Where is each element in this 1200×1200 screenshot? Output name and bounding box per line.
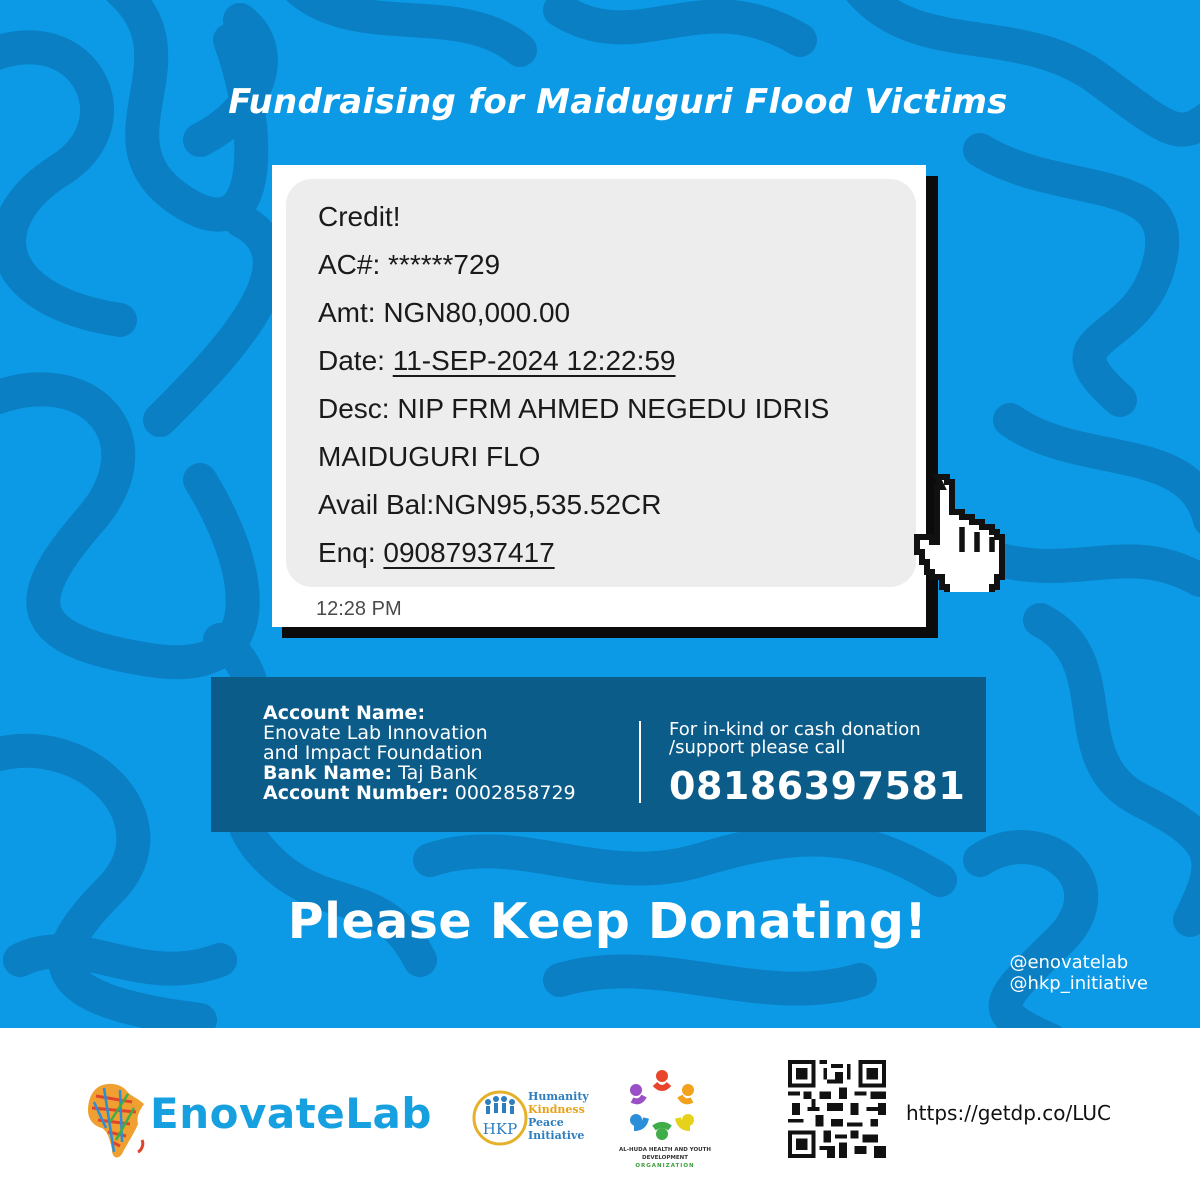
hkp-line-humanity: Humanity — [528, 1090, 589, 1103]
hkp-initials: HKP — [482, 1120, 518, 1138]
donation-info-panel — [211, 677, 986, 832]
getdp-link[interactable]: https://getdp.co/LUC — [906, 1101, 1111, 1125]
call-to-action: Please Keep Donating! — [287, 893, 928, 950]
bank-name-value: Taj Bank — [392, 762, 478, 784]
sms-enquiry-phone-link[interactable]: 09087937417 — [383, 537, 555, 568]
sms-credit-line: Credit! — [318, 201, 401, 232]
social-handles — [1009, 952, 1148, 994]
account-name-line-2: and Impact Foundation — [263, 742, 483, 764]
sms-timestamp: 12:28 PM — [316, 598, 402, 620]
account-name-line-1: Enovate Lab Innovation — [263, 722, 488, 744]
account-details — [263, 703, 576, 803]
account-number-row — [263, 783, 576, 803]
sms-enquiry-label: Enq: — [318, 537, 384, 568]
hand-pointer-icon — [912, 472, 1022, 592]
alhuda-name: AL-HUDA HEALTH AND YOUTH DEVELOPMENT — [619, 1147, 711, 1161]
panel-divider — [639, 721, 641, 803]
sms-date-line — [318, 345, 676, 377]
headline: Fundraising for Maiduguri Flood Victims — [228, 82, 1008, 122]
sms-desc-line-1: Desc: NIP FRM AHMED NEGEDU IDRIS — [318, 393, 830, 424]
handle-hkp-initiative[interactable]: @hkp_initiative — [1009, 973, 1148, 994]
sms-amount-line: Amt: NGN80,000.00 — [318, 297, 571, 328]
bank-name-label: Bank Name: — [263, 762, 393, 784]
sms-desc-line-2: MAIDUGURI FLO — [318, 441, 541, 472]
support-contact — [669, 721, 965, 809]
alhuda-wordmark — [600, 1146, 730, 1170]
alhuda-organization-logo — [600, 1066, 730, 1169]
alhuda-subtitle: ORGANIZATION — [635, 1163, 695, 1169]
sms-screenshot-card — [272, 165, 926, 627]
africa-map-logo-icon — [86, 1082, 148, 1162]
account-number-label: Account Number: — [263, 782, 449, 804]
hkp-emblem-icon — [472, 1082, 532, 1152]
sms-account-line: AC#: ******729 — [318, 249, 501, 280]
enovatelab-wordmark: EnovateLab — [150, 1089, 432, 1138]
hkp-line-kindness: Kindness — [528, 1103, 585, 1116]
sms-balance-line: Avail Bal:NGN95,535.52CR — [318, 489, 662, 520]
support-text-line-2: /support please call — [669, 737, 846, 758]
alhuda-people-circle-icon — [600, 1066, 730, 1146]
hkp-line-peace: Peace Initiative — [528, 1116, 585, 1142]
account-number-value: 0002858729 — [448, 782, 576, 804]
support-text-line-1: For in-kind or cash donation — [669, 719, 921, 740]
account-name-label: Account Name: — [263, 702, 426, 724]
sms-date-label: Date: — [318, 345, 393, 376]
sponsor-footer — [0, 1028, 1200, 1200]
bank-name-row — [263, 763, 576, 783]
sms-date-link[interactable]: 11-SEP-2024 12:22:59 — [392, 345, 676, 376]
support-phone-number[interactable]: 08186397581 — [669, 764, 966, 808]
sms-enquiry-line — [318, 537, 555, 569]
sms-message-bubble — [286, 179, 916, 587]
handle-enovatelab[interactable]: @enovatelab — [1009, 952, 1129, 973]
qr-code-icon[interactable] — [788, 1060, 886, 1158]
